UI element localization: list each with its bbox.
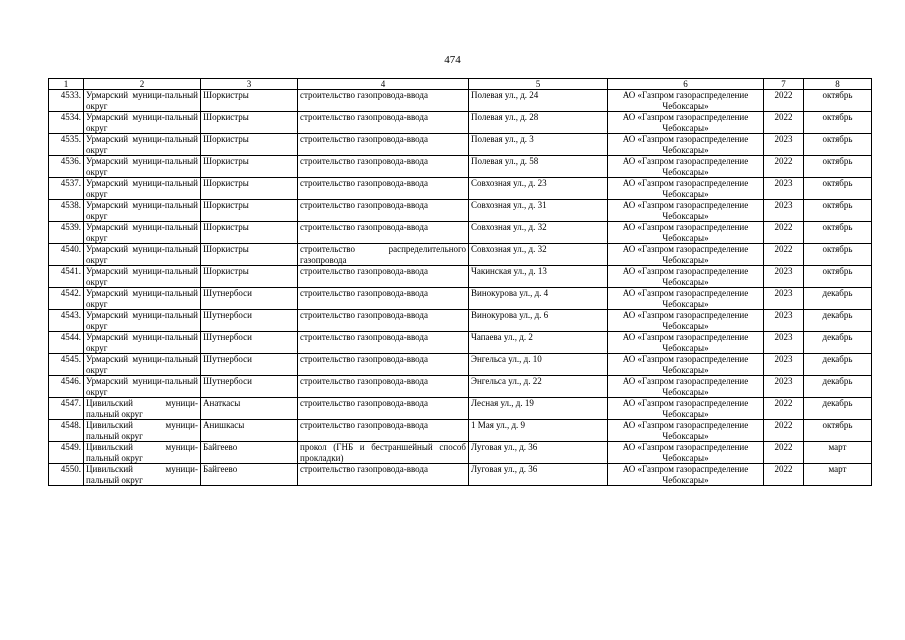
month-cell: октябрь (804, 420, 872, 442)
work-type-cell: строительство газопровода-ввода (298, 266, 469, 288)
address-cell: Лесная ул., д. 19 (469, 398, 608, 420)
month-cell: октябрь (804, 156, 872, 178)
address-cell: Полевая ул., д. 58 (469, 156, 608, 178)
header-row (49, 79, 872, 90)
district-cell: Цивильский муници-пальный округ (84, 420, 201, 442)
month-cell: март (804, 464, 872, 486)
district-cell: Урмарский муници-пальный округ (84, 376, 201, 398)
work-type-cell: строительство газопровода-ввода (298, 90, 469, 112)
month-cell: октябрь (804, 112, 872, 134)
page-number: 474 (444, 54, 461, 66)
address-cell: Чакинская ул., д. 13 (469, 266, 608, 288)
row-number: 4535. (49, 134, 84, 156)
month-cell: октябрь (804, 244, 872, 266)
organization-cell: АО «Газпром газораспределение Чебоксары» (608, 244, 764, 266)
address-cell: Полевая ул., д. 24 (469, 90, 608, 112)
settlement-cell: Шоркистры (201, 156, 298, 178)
table-row (49, 398, 872, 420)
work-type-cell: строительство газопровода-ввода (298, 178, 469, 200)
gas-works-table (48, 78, 872, 486)
address-cell: Полевая ул., д. 3 (469, 134, 608, 156)
work-type-cell: строительство газопровода-ввода (298, 310, 469, 332)
year-cell: 2023 (764, 288, 804, 310)
settlement-cell: Шоркистры (201, 266, 298, 288)
organization-cell: АО «Газпром газораспределение Чебоксары» (608, 376, 764, 398)
settlement-cell: Шоркистры (201, 90, 298, 112)
row-number: 4537. (49, 178, 84, 200)
year-cell: 2022 (764, 222, 804, 244)
settlement-cell: Шоркистры (201, 178, 298, 200)
organization-cell: АО «Газпром газораспределение Чебоксары» (608, 112, 764, 134)
table-row (49, 178, 872, 200)
month-cell: октябрь (804, 90, 872, 112)
year-cell: 2023 (764, 376, 804, 398)
row-number: 4545. (49, 354, 84, 376)
year-cell: 2022 (764, 464, 804, 486)
district-cell: Урмарский муници-пальный округ (84, 134, 201, 156)
month-cell: декабрь (804, 398, 872, 420)
month-cell: декабрь (804, 354, 872, 376)
month-cell: декабрь (804, 332, 872, 354)
organization-cell: АО «Газпром газораспределение Чебоксары» (608, 178, 764, 200)
settlement-cell: Шутнербоси (201, 288, 298, 310)
table-row (49, 222, 872, 244)
table-row (49, 420, 872, 442)
settlement-cell: Шутнербоси (201, 332, 298, 354)
organization-cell: АО «Газпром газораспределение Чебоксары» (608, 332, 764, 354)
work-type-cell: строительство газопровода-ввода (298, 288, 469, 310)
row-number: 4548. (49, 420, 84, 442)
table-row (49, 354, 872, 376)
month-cell: октябрь (804, 178, 872, 200)
organization-cell: АО «Газпром газораспределение Чебоксары» (608, 442, 764, 464)
month-cell: декабрь (804, 376, 872, 398)
address-cell: Луговая ул., д. 36 (469, 464, 608, 486)
address-cell: Совхозная ул., д. 32 (469, 222, 608, 244)
district-cell: Урмарский муници-пальный округ (84, 222, 201, 244)
row-number: 4534. (49, 112, 84, 134)
address-cell: Винокурова ул., д. 4 (469, 288, 608, 310)
work-type-cell: строительство газопровода-ввода (298, 376, 469, 398)
organization-cell: АО «Газпром газораспределение Чебоксары» (608, 288, 764, 310)
row-number: 4541. (49, 266, 84, 288)
year-cell: 2022 (764, 398, 804, 420)
month-cell: октябрь (804, 200, 872, 222)
work-type-cell: строительство газопровода-ввода (298, 398, 469, 420)
address-cell: Винокурова ул., д. 6 (469, 310, 608, 332)
settlement-cell: Шоркистры (201, 134, 298, 156)
row-number: 4533. (49, 90, 84, 112)
district-cell: Урмарский муници-пальный округ (84, 354, 201, 376)
year-cell: 2022 (764, 442, 804, 464)
row-number: 4538. (49, 200, 84, 222)
column-header: 3 (201, 79, 298, 90)
row-number: 4542. (49, 288, 84, 310)
row-number: 4549. (49, 442, 84, 464)
month-cell: март (804, 442, 872, 464)
district-cell: Урмарский муници-пальный округ (84, 288, 201, 310)
work-type-cell: строительство распределительного газопровода (298, 244, 469, 266)
column-header: 5 (469, 79, 608, 90)
column-header: 8 (804, 79, 872, 90)
row-number: 4539. (49, 222, 84, 244)
table-row (49, 266, 872, 288)
work-type-cell: строительство газопровода-ввода (298, 222, 469, 244)
row-number: 4546. (49, 376, 84, 398)
address-cell: Энгельса ул., д. 10 (469, 354, 608, 376)
district-cell: Урмарский муници-пальный округ (84, 332, 201, 354)
organization-cell: АО «Газпром газораспределение Чебоксары» (608, 222, 764, 244)
year-cell: 2022 (764, 420, 804, 442)
organization-cell: АО «Газпром газораспределение Чебоксары» (608, 156, 764, 178)
address-cell: Совхозная ул., д. 31 (469, 200, 608, 222)
table-row (49, 376, 872, 398)
settlement-cell: Шоркистры (201, 112, 298, 134)
year-cell: 2023 (764, 134, 804, 156)
district-cell: Урмарский муници-пальный округ (84, 178, 201, 200)
district-cell: Урмарский муници-пальный округ (84, 244, 201, 266)
settlement-cell: Шутнербоси (201, 354, 298, 376)
year-cell: 2023 (764, 266, 804, 288)
organization-cell: АО «Газпром газораспределение Чебоксары» (608, 266, 764, 288)
year-cell: 2023 (764, 310, 804, 332)
work-type-cell: строительство газопровода-ввода (298, 134, 469, 156)
settlement-cell: Шоркистры (201, 222, 298, 244)
table-row (49, 288, 872, 310)
year-cell: 2023 (764, 354, 804, 376)
column-header: 7 (764, 79, 804, 90)
settlement-cell: Шоркистры (201, 244, 298, 266)
organization-cell: АО «Газпром газораспределение Чебоксары» (608, 310, 764, 332)
organization-cell: АО «Газпром газораспределение Чебоксары» (608, 420, 764, 442)
row-number: 4550. (49, 464, 84, 486)
district-cell: Цивильский муници-пальный округ (84, 442, 201, 464)
month-cell: декабрь (804, 310, 872, 332)
year-cell: 2023 (764, 178, 804, 200)
column-header: 4 (298, 79, 469, 90)
year-cell: 2022 (764, 244, 804, 266)
table-body (49, 90, 872, 486)
table-row (49, 332, 872, 354)
settlement-cell: Байгеево (201, 442, 298, 464)
work-type-cell: строительство газопровода-ввода (298, 156, 469, 178)
year-cell: 2022 (764, 156, 804, 178)
address-cell: Полевая ул., д. 28 (469, 112, 608, 134)
address-cell: Луговая ул., д. 36 (469, 442, 608, 464)
district-cell: Урмарский муници-пальный округ (84, 112, 201, 134)
settlement-cell: Шутнербоси (201, 310, 298, 332)
district-cell: Цивильский муници-пальный округ (84, 398, 201, 420)
year-cell: 2023 (764, 200, 804, 222)
table-row (49, 464, 872, 486)
table-row (49, 442, 872, 464)
year-cell: 2022 (764, 112, 804, 134)
row-number: 4536. (49, 156, 84, 178)
year-cell: 2022 (764, 90, 804, 112)
month-cell: октябрь (804, 266, 872, 288)
organization-cell: АО «Газпром газораспределение Чебоксары» (608, 464, 764, 486)
month-cell: октябрь (804, 222, 872, 244)
table-row (49, 156, 872, 178)
district-cell: Урмарский муници-пальный округ (84, 156, 201, 178)
district-cell: Урмарский муници-пальный округ (84, 200, 201, 222)
year-cell: 2023 (764, 332, 804, 354)
row-number: 4543. (49, 310, 84, 332)
work-type-cell: строительство газопровода-ввода (298, 464, 469, 486)
district-cell: Цивильский муници-пальный округ (84, 464, 201, 486)
district-cell: Урмарский муници-пальный округ (84, 310, 201, 332)
row-number: 4547. (49, 398, 84, 420)
settlement-cell: Шутнербоси (201, 376, 298, 398)
address-cell: 1 Мая ул., д. 9 (469, 420, 608, 442)
address-cell: Энгельса ул., д. 22 (469, 376, 608, 398)
address-cell: Совхозная ул., д. 23 (469, 178, 608, 200)
work-type-cell: прокол (ГНБ и бестраншейный способ прокладки) (298, 442, 469, 464)
work-type-cell: строительство газопровода-ввода (298, 200, 469, 222)
month-cell: октябрь (804, 134, 872, 156)
work-type-cell: строительство газопровода-ввода (298, 354, 469, 376)
settlement-cell: Байгеево (201, 464, 298, 486)
table-row (49, 112, 872, 134)
settlement-cell: Анаткасы (201, 398, 298, 420)
month-cell: декабрь (804, 288, 872, 310)
organization-cell: АО «Газпром газораспределение Чебоксары» (608, 134, 764, 156)
column-header: 1 (49, 79, 84, 90)
work-type-cell: строительство газопровода-ввода (298, 420, 469, 442)
row-number: 4544. (49, 332, 84, 354)
work-type-cell: строительство газопровода-ввода (298, 332, 469, 354)
table-row (49, 310, 872, 332)
table-row (49, 244, 872, 266)
work-type-cell: строительство газопровода-ввода (298, 112, 469, 134)
organization-cell: АО «Газпром газораспределение Чебоксары» (608, 200, 764, 222)
table-row (49, 200, 872, 222)
district-cell: Урмарский муници-пальный округ (84, 266, 201, 288)
address-cell: Чапаева ул., д. 2 (469, 332, 608, 354)
table-row (49, 90, 872, 112)
column-header: 6 (608, 79, 764, 90)
organization-cell: АО «Газпром газораспределение Чебоксары» (608, 354, 764, 376)
district-cell: Урмарский муници-пальный округ (84, 90, 201, 112)
row-number: 4540. (49, 244, 84, 266)
settlement-cell: Шоркистры (201, 200, 298, 222)
address-cell: Совхозная ул., д. 32 (469, 244, 608, 266)
table-row (49, 134, 872, 156)
organization-cell: АО «Газпром газораспределение Чебоксары» (608, 90, 764, 112)
settlement-cell: Анишкасы (201, 420, 298, 442)
column-header: 2 (84, 79, 201, 90)
organization-cell: АО «Газпром газораспределение Чебоксары» (608, 398, 764, 420)
